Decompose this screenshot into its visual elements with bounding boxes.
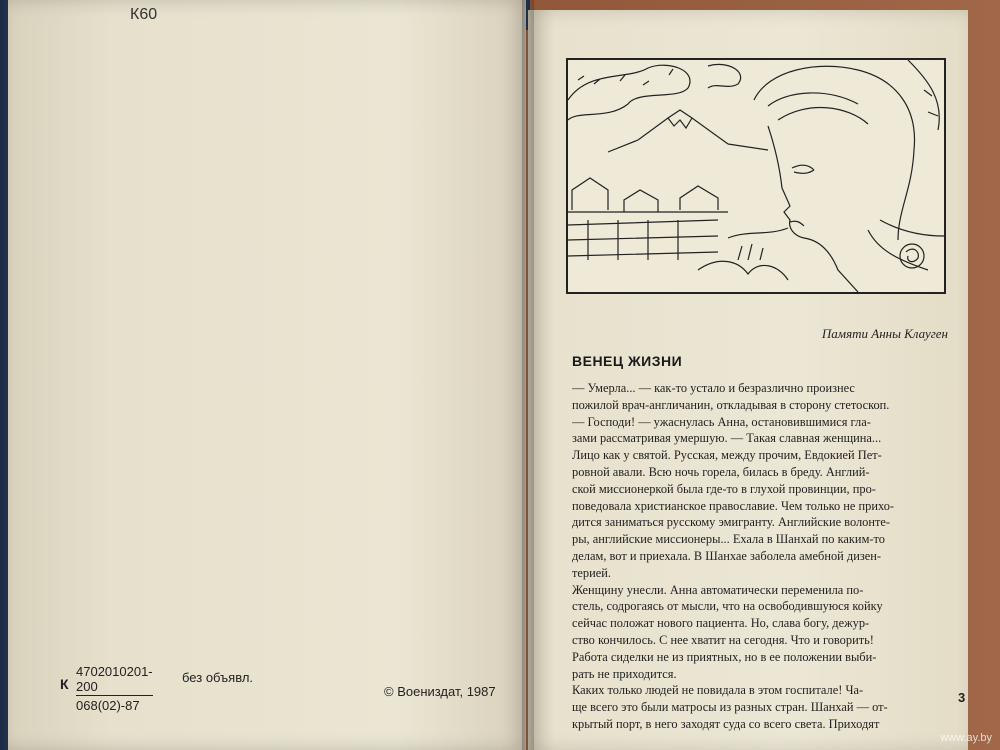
illustration-drawing — [568, 60, 944, 292]
text-line: Лицо как у святой. Русская, между прочим, Евдокией Пет- — [572, 448, 882, 463]
text-line: сейчас положат нового пациента. Но, слава богу, дежур- — [572, 616, 870, 631]
text-line: пожилой врач-англичанин, откладывая в сторону стетоскоп. — [572, 397, 890, 412]
chapter-illustration — [566, 58, 946, 294]
body-text — [572, 380, 950, 733]
imprint-numerator: 4702010201-200 — [76, 664, 153, 694]
text-line: ровной авали. Всю ночь горела, билась в бреду. Англий- — [572, 464, 870, 479]
text-line: — Господи! — ужаснулась Анна, остановившимися гла- — [572, 414, 871, 429]
text-line: ство кончилось. С нее хватит на сегодня. Что и говорить! — [572, 632, 874, 647]
text-line: ской миссионеркой была где-то в глухой провинции, про- — [572, 481, 876, 496]
text-line: стель, содрогаясь от мысли, что на освободившуюся койку — [572, 599, 883, 614]
text-line: Женщину унесли. Анна автоматически переменила по- — [572, 582, 864, 597]
book-gutter — [522, 0, 534, 750]
text-line: Каких только людей не повидала в этом госпитале! Ча- — [572, 683, 864, 698]
imprint-note: без объявл. — [182, 670, 254, 685]
text-line: рать не приходится. — [572, 666, 677, 681]
text-line: дится заниматься русскому эмигранту. Английские волонте- — [572, 515, 891, 530]
left-page — [8, 0, 526, 750]
text-line: терией. — [572, 565, 611, 580]
text-line: ры, английские миссионеры... Ехала в Шанхай по каким-то — [572, 532, 885, 547]
chapter-title: ВЕНЕЦ ЖИЗНИ — [572, 353, 683, 369]
text-line: зами рассматривая умершую. — Такая славная женщина... — [572, 431, 882, 446]
page-number: 3 — [958, 690, 966, 705]
imprint-fraction — [76, 664, 153, 713]
text-line: делам, вот и приехала. В Шанхае заболела амебной дизен- — [572, 548, 881, 563]
text-line: поведовала христианское православие. Чем только не прихо- — [572, 498, 895, 513]
text-line: ще всего это были матросы из разных стран. Шанхай — от- — [572, 700, 888, 715]
watermark: www.ay.by — [940, 732, 992, 744]
imprint-denominator: 068(02)-87 — [76, 698, 140, 713]
text-line: Работа сиделки не из приятных, но в ее положении выби- — [572, 649, 877, 664]
copyright-line: © Воениздат, 1987 — [384, 684, 496, 699]
text-line: крытый порт, в него заходят суда со всего света. Приходят — [572, 716, 880, 731]
catalog-code: К60 — [130, 6, 158, 23]
text-line: — Умерла... — как-то устало и безразлично произнес — [572, 381, 855, 395]
dedication: Памяти Анны Клауген — [821, 326, 948, 341]
imprint-letter: К — [60, 676, 69, 692]
